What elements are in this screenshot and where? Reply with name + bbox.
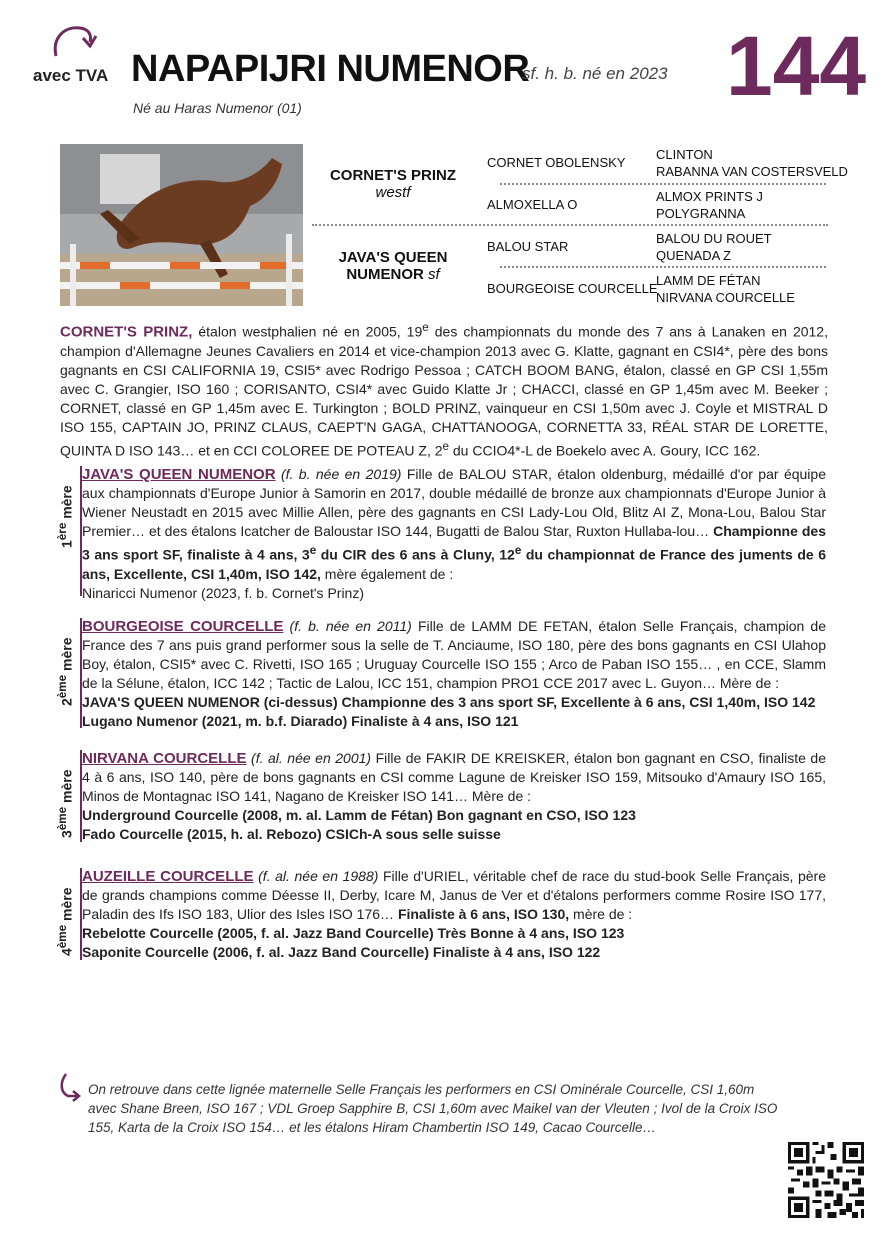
dam-tail: mère de : <box>569 906 633 922</box>
dam-text: Fille d'URIEL, véritable chef de race du stud-book Selle Français, père de grands champions comme Déesse II, Derby, Icare M, Janus de Ver et d'étalons performers comme Rosire ISO 177, Paladin des Ifs ISO 183, Ulior des Isles ISO 176… <box>82 868 826 922</box>
footnote: On retrouve dans cette lignée maternelle Selle Français les performers en CSI Ominérale Courcelle, CSI 1,60m avec Shane Breen, ISO 167 ; VDL Groep Sapphire B, CSI 1,60m avec Maikel van der Vleuten ; Ivol de la Croix ISO 155, Karta de la Croix ISO 154… et les étalons Hiram Chambertin ISO 149, Cacao Courcelle… <box>88 1082 778 1135</box>
dam-info: (f. al. née en 2001) <box>246 750 372 766</box>
horse-photo <box>60 144 303 306</box>
sire-paragraph <box>60 318 828 460</box>
grandsire-2: BALOU STAR <box>487 239 569 254</box>
dam-bold-a: Championne des 3 ans sport SF, finaliste à 4 ans, 3 <box>82 523 827 563</box>
great-grand-1a: CLINTON <box>656 147 713 162</box>
birthplace: Né au Haras Numenor (01) <box>133 100 302 116</box>
dam-name: JAVA'S QUEEN NUMENOR <box>82 466 276 483</box>
rank-sup: ème <box>56 806 69 831</box>
rank-sup: ème <box>56 674 69 699</box>
pedigree-divider <box>500 266 826 268</box>
dam-name: NIRVANA COURCELLE <box>82 750 247 767</box>
dam-bold-b: du CIR des 6 ans à Cluny, 12 <box>316 546 515 563</box>
pedigree-dam <box>318 249 468 283</box>
horse-subtitle: sf. h. b. né en 2023 <box>522 64 668 83</box>
dam-bold-inline: Finaliste à 6 ans, ISO 130, <box>397 906 570 922</box>
great-grand-3b: QUENADA Z <box>656 248 732 263</box>
great-grand-3a: BALOU DU ROUET <box>656 231 772 246</box>
rank-sup: ème <box>56 924 69 949</box>
sire-sup-2: e <box>442 439 449 453</box>
sire-text-2: des championnats du monde des 7 ans à Lanaken en 2012, champion d'Allemagne Jeunes Cavaliers en 2014 et vice-champion 2013 avec G. Klatte, gagnant en CSI4*, père des bons gagnants en CSI CALIFORNIA 19, CSI5* avec Rodrigo Pessoa ; CATCH BOOM BANG, étalon, classé en GP CSI 1,55m avec C. Grangier, ISO 160 ; CORISANTO, CSI4* avec Guido Klatte Jr ; CHACCI, classé en GP 1,45m avec M. Beeker ; CORNET, classé en GP 1,45m avec E. Turkington ; BOLD PRINZ, vainqueur en CSI 1,50m avec J. Coyle et MISTRAL D ISO 155, CAPTAIN JO, PRINZ CLAUS, CAEPT'N GAGA, CHATTANOOGA, CORNETTA 33, RÉAL STAR DE LORETTE, QUINTA D ISO 143… et en CCI COLOREE DE POTEAU Z, 2 <box>60 323 828 459</box>
lot-number: 144 <box>726 19 867 113</box>
great-grand-4 <box>656 272 795 306</box>
dam-paragraph-1 <box>82 465 826 603</box>
rank-num: 3 <box>58 830 75 838</box>
dam-rank-4 <box>56 888 75 957</box>
great-grand-3 <box>656 230 772 264</box>
horse-jumping-image <box>60 144 303 306</box>
offspring-line: Lugano Numenor (2021, m. b.f. Diarado) Finaliste à 4 ans, ISO 121 <box>82 713 519 729</box>
dam-name: BOURGEOISE COURCELLE <box>82 618 284 635</box>
great-grand-2a: ALMOX PRINTS J <box>656 189 763 204</box>
dam-info: (f. al. née en 1988) <box>253 868 379 884</box>
sire-sup-1: e <box>422 321 429 334</box>
dam-name: AUZEILLE COURCELLE <box>82 868 254 885</box>
sire-text-1: étalon westphalien né en 2005, 19 <box>192 323 423 340</box>
offspring-line: Rebelotte Courcelle (2005, f. al. Jazz Band Courcelle) Très Bonne à 4 ans, ISO 123 <box>82 925 625 941</box>
dam-text: Fille de FAKIR DE KREISKER, étalon bon gagnant en CSO, finaliste de 4 à 6 ans, ISO 140, père de bons gagnants en CSI comme Lagune de Kreisker ISO 159, Mitsouko d'Amaury ISO 165, Minos de Montagnac ISO 141, Nagano de Kreisker ISO 141… Mère de : <box>82 750 826 804</box>
dam-paragraph-3 <box>82 749 826 844</box>
dam-name-line1: JAVA'S QUEEN <box>338 249 448 266</box>
rank-sup: ère <box>56 522 69 541</box>
great-grand-1b: RABANNA VAN COSTERSVELD <box>656 164 848 179</box>
sire-paragraph-name: CORNET'S PRINZ, <box>60 323 193 341</box>
great-grand-4a: LAMM DE FÉTAN <box>656 273 761 288</box>
rank-num: 2 <box>58 698 75 706</box>
pedigree-sire <box>318 167 468 201</box>
sire-text-3: du CCIO4*-L de Boekelo avec A. Goury, ICC 162. <box>449 442 761 459</box>
dam-bold-sup1: e <box>309 544 317 557</box>
grandsire-1: CORNET OBOLENSKY <box>487 155 626 170</box>
dam-bold-sup2: e <box>514 544 522 557</box>
dam-rank-3 <box>56 770 75 839</box>
offspring-line: Fado Courcelle (2015, h. al. Rebozo) CSICh-A sous selle suisse <box>82 826 501 842</box>
offspring-line: Saponite Courcelle (2006, f. al. Jazz Band Courcelle) Finaliste à 4 ans, ISO 122 <box>82 944 601 960</box>
pedigree-divider <box>500 183 826 185</box>
great-grand-2b: POLYGRANNA <box>656 206 746 221</box>
curved-arrow-icon <box>50 20 100 64</box>
horse-name: NAPAPIJRI NUMENOR <box>131 48 530 90</box>
dam-info: (f. b. née en 2019) <box>275 466 402 482</box>
rank-num: 1 <box>58 540 75 548</box>
rank-word: mère <box>58 887 75 925</box>
dam-tail: mère également de : <box>320 565 454 582</box>
dam-rank-2 <box>56 638 75 707</box>
tva-label: avec TVA <box>33 66 109 85</box>
dam-rank-1 <box>56 485 75 548</box>
rank-word: mère <box>58 485 75 523</box>
offspring-line: Ninaricci Numenor (2023, f. b. Cornet's Prinz) <box>82 584 364 601</box>
offspring-line: Underground Courcelle (2008, m. al. Lamm de Fétan) Bon gagnant en CSO, ISO 123 <box>82 807 636 823</box>
dam-text: Fille de LAMM DE FETAN, étalon Selle Français, champion de France des 7 ans puis grand performer sous la selle de T. Anciaume, ISO 180, père des bons gagnants en CSI Ulahop Boy, étalon, CSI5* avec C. Rivetti, ISO 165 ; Uruguay Courcelle ISO 155 ; Arco de Paban ISO 155… , en CCE, Slamm de la Sélune, étalon, ICC 142 ; Tactic de Lalou, ICC 151, champion PRO1 CCE 2017 avec L. Guyon… Mère de : <box>82 618 827 691</box>
rank-word: mère <box>58 769 75 807</box>
great-grand-2 <box>656 188 763 222</box>
qr-code-icon <box>788 1142 864 1218</box>
granddam-1: ALMOXELLA O <box>487 197 578 212</box>
rank-num: 4 <box>58 948 75 956</box>
dam-paragraph-2 <box>82 617 826 731</box>
dam-paragraph-4 <box>82 867 826 962</box>
dam-breed: sf <box>428 266 440 283</box>
dam-name-line2: NUMENOR <box>346 266 424 283</box>
great-grand-1 <box>656 146 848 180</box>
dam-info: (f. b. née en 2011) <box>283 618 412 634</box>
rank-word: mère <box>58 637 75 675</box>
great-grand-4b: NIRVANA COURCELLE <box>656 290 795 305</box>
dam-text: Fille de BALOU STAR, étalon oldenburg, médaillé d'or par équipe aux championnats d'Europe Junior à Samorin en 2017, double médaillé de bronze aux championnats d'Europe Junior à Wiener Neustadt en 2015 avec Millie Allen, père des gagnants en CSI Lady-Lou Old, Blitz AI Z, Mona-Lou, Balou Star Premier… et des étalons Icatcher de Baloustar ISO 144, Bugatti de Balou Star, Ruxton Hullaba-lou… <box>82 466 826 539</box>
pedigree-divider <box>312 224 828 226</box>
sire-name: CORNET'S PRINZ <box>329 167 457 184</box>
dam-bold-c: du championnat de France des juments de 6 ans, Excellente, CSI 1,40m, ISO 142, <box>82 546 826 582</box>
granddam-2: BOURGEOISE COURCELLE <box>487 281 658 296</box>
offspring-line: JAVA'S QUEEN NUMENOR (ci-dessus) Championne des 3 ans sport SF, Excellente à 6 ans, CSI 1,40m, ISO 142 <box>82 694 816 710</box>
hook-arrow-icon <box>58 1072 82 1102</box>
sire-breed: westf <box>375 184 411 201</box>
